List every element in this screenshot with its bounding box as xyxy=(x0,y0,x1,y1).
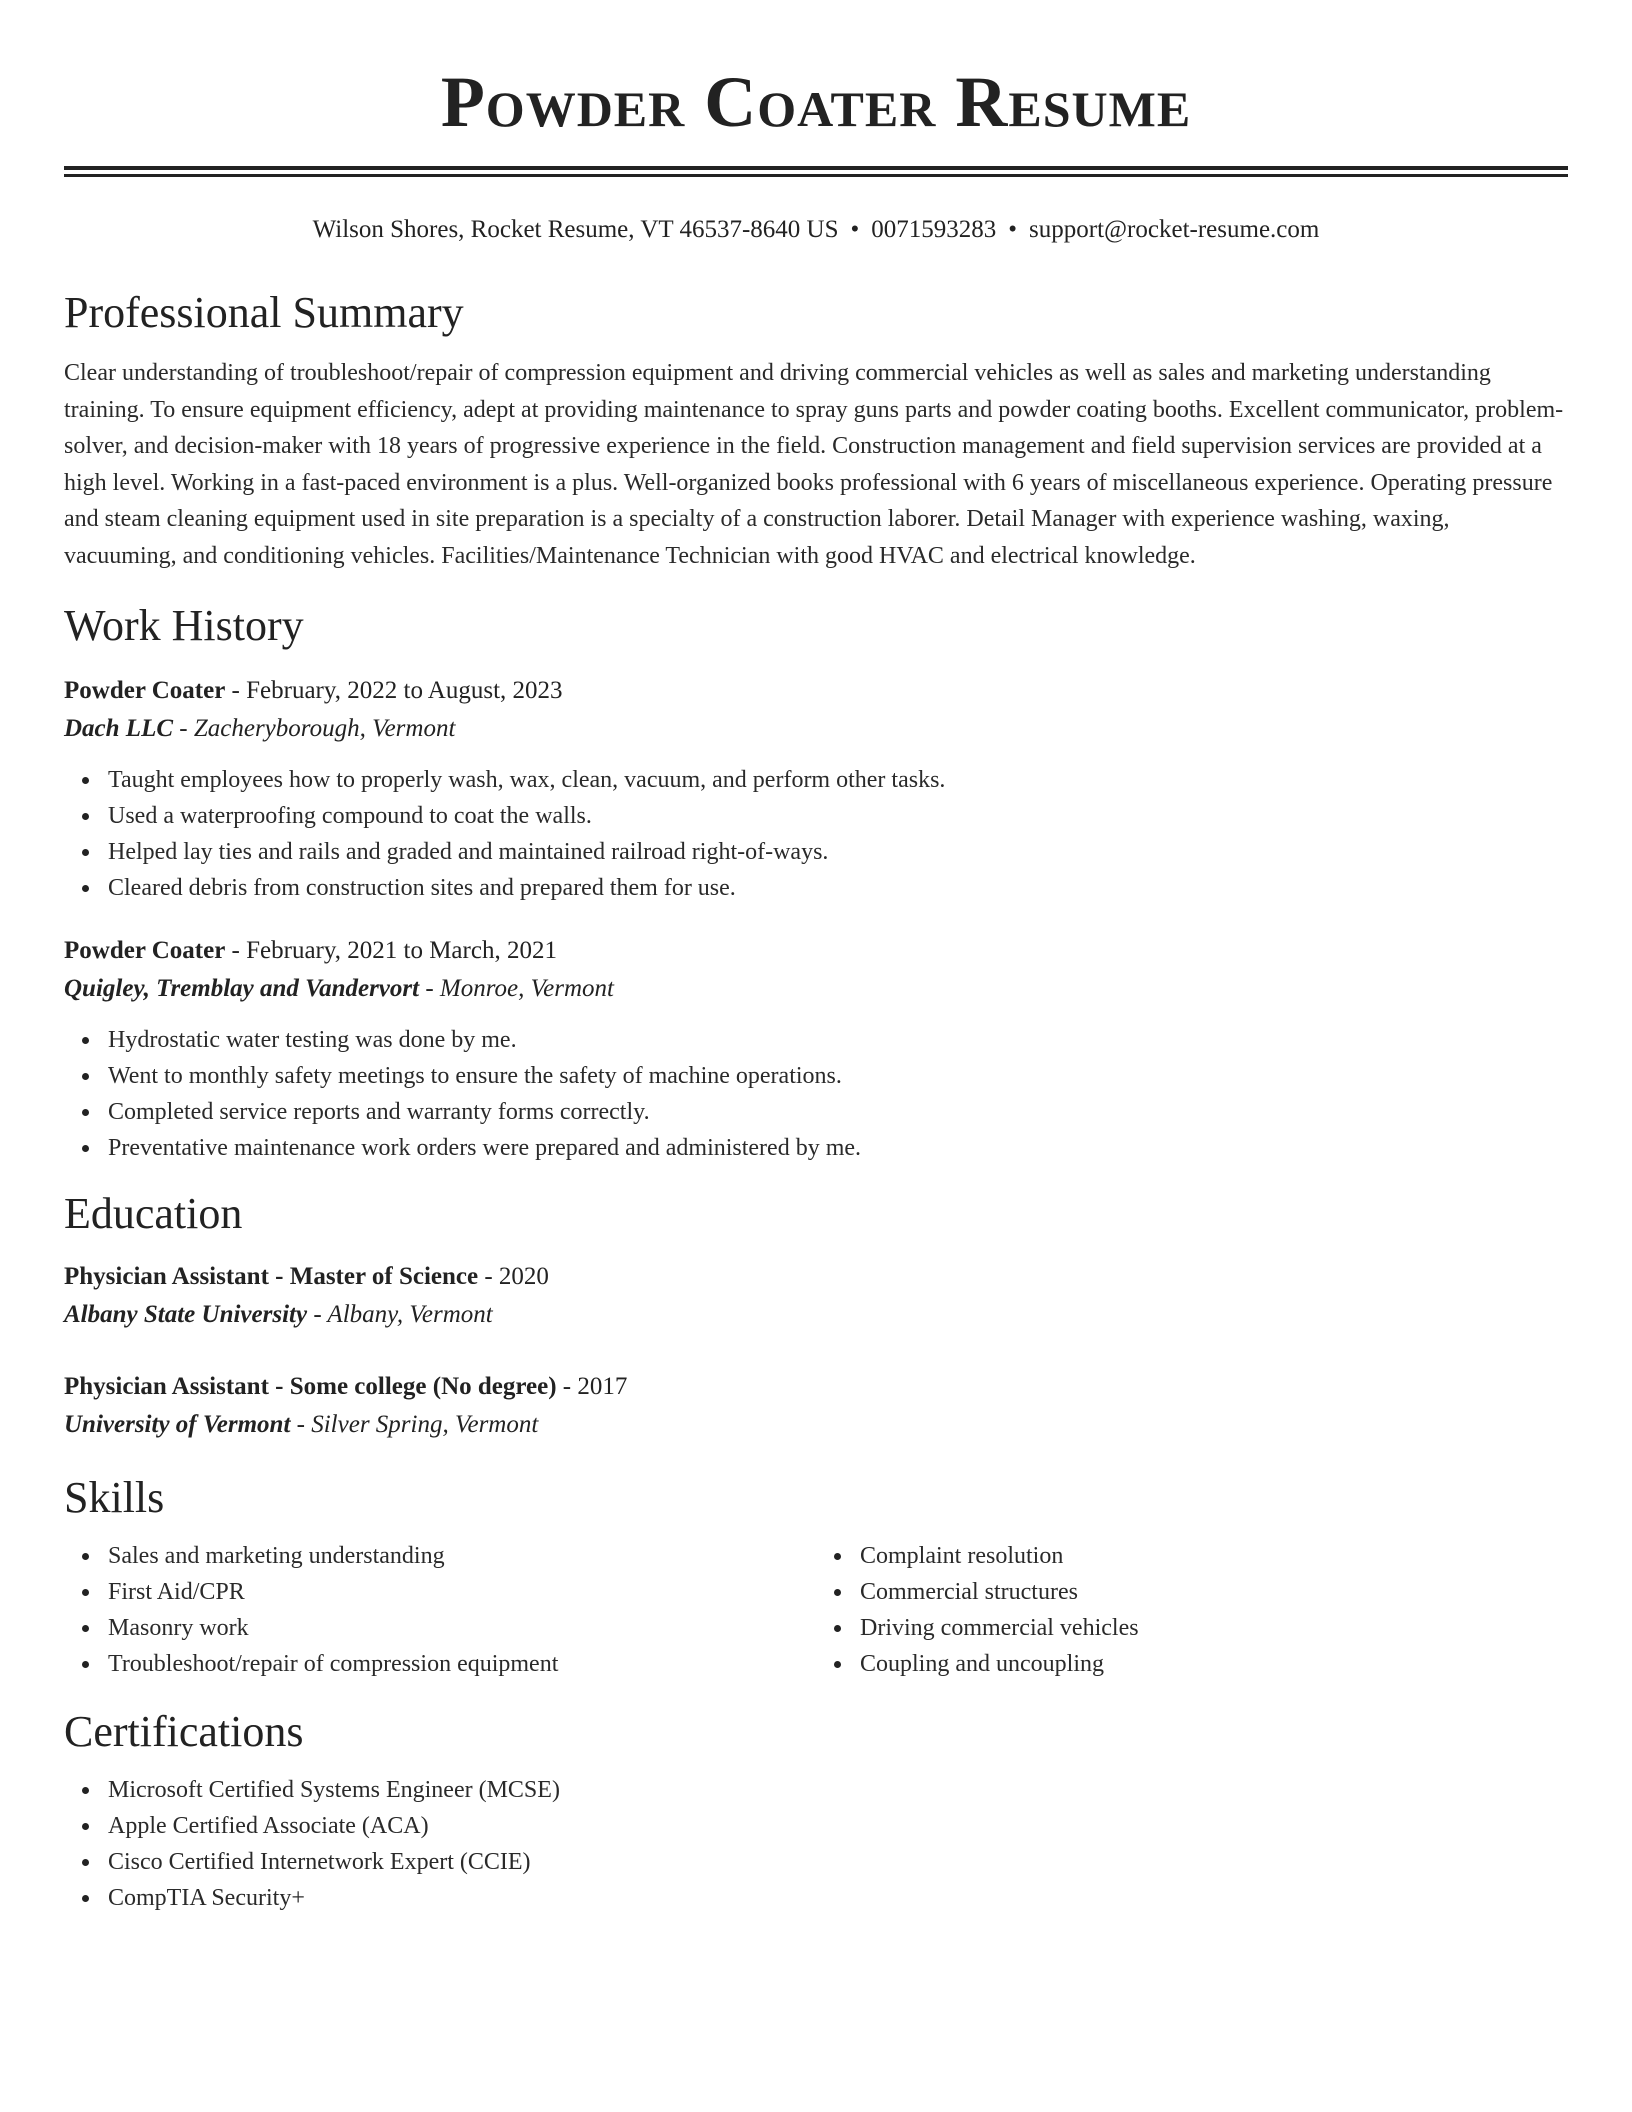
education-school-line xyxy=(64,1296,1568,1334)
job-employer-line xyxy=(64,970,1568,1008)
job-title: Powder Coater xyxy=(64,937,226,964)
education-entry xyxy=(64,1258,1568,1334)
education-degree: Physician Assistant - Some college (No degree) xyxy=(64,1373,557,1400)
job-entry xyxy=(64,672,1568,906)
list-item: Commercial structures xyxy=(860,1574,1568,1610)
list-item: Preventative maintenance work orders were prepared and administered by me. xyxy=(108,1130,1568,1166)
list-item: Masonry work xyxy=(108,1610,816,1646)
list-item: Hydrostatic water testing was done by me. xyxy=(108,1022,1568,1058)
job-duties-list xyxy=(64,1022,1568,1166)
education-location: - Albany, Vermont xyxy=(307,1301,493,1328)
skills-list-right xyxy=(816,1538,1568,1682)
section-heading-skills: Skills xyxy=(64,1473,165,1522)
section-heading-summary: Professional Summary xyxy=(64,288,464,337)
education-year: - 2017 xyxy=(556,1373,628,1400)
certifications-section xyxy=(64,1706,1568,1916)
list-item: First Aid/CPR xyxy=(108,1574,816,1610)
list-item: Driving commercial vehicles xyxy=(860,1610,1568,1646)
certifications-list xyxy=(64,1772,1568,1916)
contact-line xyxy=(64,215,1568,245)
list-item: Cleared debris from construction sites and prepared them for use. xyxy=(108,870,1568,906)
skills-section xyxy=(64,1472,1568,1682)
title-divider-thick xyxy=(64,166,1568,170)
job-location: - Zacheryborough, Vermont xyxy=(173,715,456,742)
job-dates: - February, 2022 to August, 2023 xyxy=(225,677,563,704)
list-item: Used a waterproofing compound to coat the walls. xyxy=(108,798,1568,834)
education-degree-line xyxy=(64,1258,1568,1296)
professional-summary-section xyxy=(64,287,1568,574)
education-entry xyxy=(64,1368,1568,1444)
list-item: CompTIA Security+ xyxy=(108,1880,1568,1916)
contact-separator: • xyxy=(850,216,860,243)
list-item: Completed service reports and warranty forms correctly. xyxy=(108,1094,1568,1130)
education-school: University of Vermont xyxy=(64,1411,291,1438)
skills-columns xyxy=(64,1538,1568,1682)
list-item: Went to monthly safety meetings to ensure the safety of machine operations. xyxy=(108,1058,1568,1094)
job-dates: - February, 2021 to March, 2021 xyxy=(225,937,557,964)
list-item: Helped lay ties and rails and graded and maintained railroad right-of-ways. xyxy=(108,834,1568,870)
section-heading-certifications: Certifications xyxy=(64,1707,304,1756)
job-employer-line xyxy=(64,710,1568,748)
education-location: - Silver Spring, Vermont xyxy=(290,1411,539,1438)
list-item: Microsoft Certified Systems Engineer (MCSE) xyxy=(108,1772,1568,1808)
education-school-line xyxy=(64,1406,1568,1444)
list-item: Apple Certified Associate (ACA) xyxy=(108,1808,1568,1844)
contact-separator: • xyxy=(1008,216,1018,243)
job-entry xyxy=(64,932,1568,1166)
job-title-line xyxy=(64,672,1568,710)
section-heading-work-history: Work History xyxy=(64,601,304,650)
education-year: - 2020 xyxy=(478,1263,549,1290)
job-location: - Monroe, Vermont xyxy=(419,975,614,1002)
list-item: Sales and marketing understanding xyxy=(108,1538,816,1574)
list-item: Taught employees how to properly wash, wax, clean, vacuum, and perform other tasks. xyxy=(108,762,1568,798)
job-title-line xyxy=(64,932,1568,970)
skills-list-left xyxy=(64,1538,816,1682)
education-degree: Physician Assistant - Master of Science xyxy=(64,1263,479,1290)
section-heading-education: Education xyxy=(64,1189,243,1238)
education-school: Albany State University xyxy=(64,1301,308,1328)
job-company: Dach LLC xyxy=(64,715,174,742)
contact-email: support@rocket-resume.com xyxy=(1029,216,1320,243)
list-item: Complaint resolution xyxy=(860,1538,1568,1574)
contact-phone: 0071593283 xyxy=(871,216,997,243)
work-history-section xyxy=(64,600,1568,1166)
list-item: Coupling and uncoupling xyxy=(860,1646,1568,1682)
resume-title: Powder Coater Resume xyxy=(440,62,1192,142)
job-title: Powder Coater xyxy=(64,677,226,704)
job-company: Quigley, Tremblay and Vandervort xyxy=(64,975,420,1002)
job-duties-list xyxy=(64,762,1568,906)
title-divider-thin xyxy=(64,174,1568,177)
list-item: Troubleshoot/repair of compression equipment xyxy=(108,1646,816,1682)
education-degree-line xyxy=(64,1368,1568,1406)
education-section xyxy=(64,1188,1568,1444)
list-item: Cisco Certified Internetwork Expert (CCIE) xyxy=(108,1844,1568,1880)
contact-address: Wilson Shores, Rocket Resume, VT 46537-8640 US xyxy=(312,216,839,243)
summary-text: Clear understanding of troubleshoot/repair of compression equipment and driving commercial vehicles as well as sales and marketing understanding training. To ensure equipment efficiency, adept at providing maintenance to spray guns parts and powder coating booths. Excellent communicator, problem-solver, and decision-maker with 18 years of progressive experience in the field. Construction management and field supervision services are provided at a high level. Working in a fast-paced environment is a plus. Well-organized books professional with 6 years of miscellaneous experience. Operating pressure and steam cleaning equipment used in site preparation is a specialty of a construction laborer. Detail Manager with experience washing, waxing, vacuuming, and conditioning vehicles. Facilities/Maintenance Technician with good HVAC and electrical knowledge. xyxy=(64,360,1564,569)
